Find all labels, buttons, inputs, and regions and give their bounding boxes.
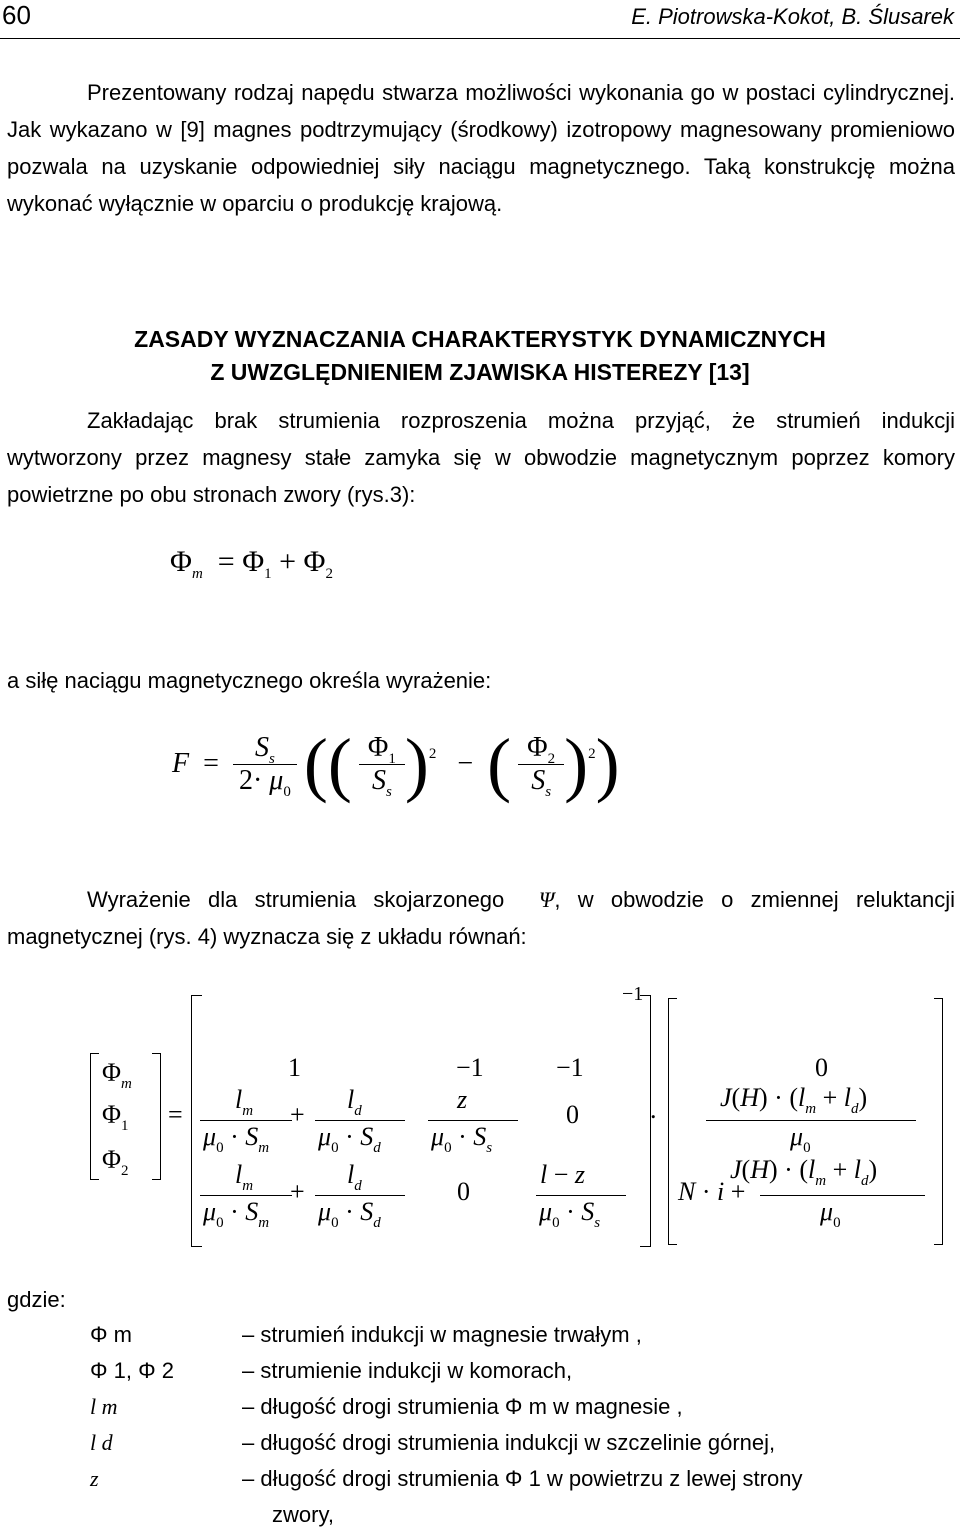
- glossary-description: zwory,: [272, 1502, 334, 1527]
- header-rule: [0, 38, 960, 39]
- glossary-symbol: l m: [90, 1394, 118, 1419]
- glossary-description: – strumienie indukcji w komorach,: [242, 1358, 573, 1383]
- equation-force: F = $\frac{S_s}{2\cdot \mu_0}$ (( $\frac{\Phi_1}{S_s}$ )$^2$ − ( $\frac{\Phi_2}{S_s}$ )$^2$): [172, 724, 620, 804]
- glossary-description: – długość drogi strumienia indukcji w szczelinie górnej,: [242, 1430, 776, 1455]
- equation-flux-sum: $\Phi_m = \Phi_1 + \Phi_2$: [170, 545, 333, 582]
- paragraph-linked-flux: Wyrażenie dla strumienia skojarzonego Ψ, w obwodzie o zmiennej reluktancji magnetycznej (rys. 4) wyznacza się z układu równań:: [7, 887, 955, 949]
- paragraph-force-intro: a siłę naciągu magnetycznego określa wyrażenie:: [7, 668, 492, 693]
- glossary-description: – długość drogi strumienia Φ 1 w powietrzu z lewej strony: [242, 1466, 803, 1491]
- section-heading: [0, 323, 960, 389]
- glossary-symbol: l d: [90, 1430, 113, 1455]
- glossary-symbol: z: [90, 1466, 99, 1491]
- glossary-symbol: Φ 1, Φ 2: [90, 1358, 175, 1383]
- running-header-authors: E. Piotrowska-Kokot, B. Ślusarek: [631, 4, 954, 29]
- glossary-description: – długość drogi strumienia Φ m w magnesie ,: [242, 1394, 683, 1419]
- paragraph-intro: Prezentowany rodzaj napędu stwarza możliwości wykonania go w postaci cylindrycznej. Jak wykazano w [9] magnes podtrzymujący (środkowy) izotropowy magnesowany promieniowo pozwala na uzyskanie odpowiedniej siły naciągu magnetycznego. Taką konstrukcję można wykonać wyłącznie w oparciu o produkcję krajową.: [7, 80, 955, 216]
- where-label: gdzie:: [7, 1287, 66, 1312]
- heading-line-1: ZASADY WYZNACZANIA CHARAKTERYSTYK DYNAMICZNYCH: [134, 326, 826, 352]
- glossary-description: – strumień indukcji w magnesie trwałym ,: [242, 1322, 642, 1347]
- glossary-symbol: Φ m: [90, 1322, 132, 1347]
- page-number: 60: [2, 0, 31, 30]
- heading-line-2: Z UWZGLĘDNIENIEM ZJAWISKA HISTEREZY [13]: [210, 359, 750, 385]
- paragraph-assumption: Zakładając brak strumienia rozproszenia można przyjąć, że strumień indukcji wytworzony przez magnesy stałe zamyka się w obwodzie magnetycznym poprzez komory powietrzne po obu stronach zwory (rys.3):: [7, 408, 955, 507]
